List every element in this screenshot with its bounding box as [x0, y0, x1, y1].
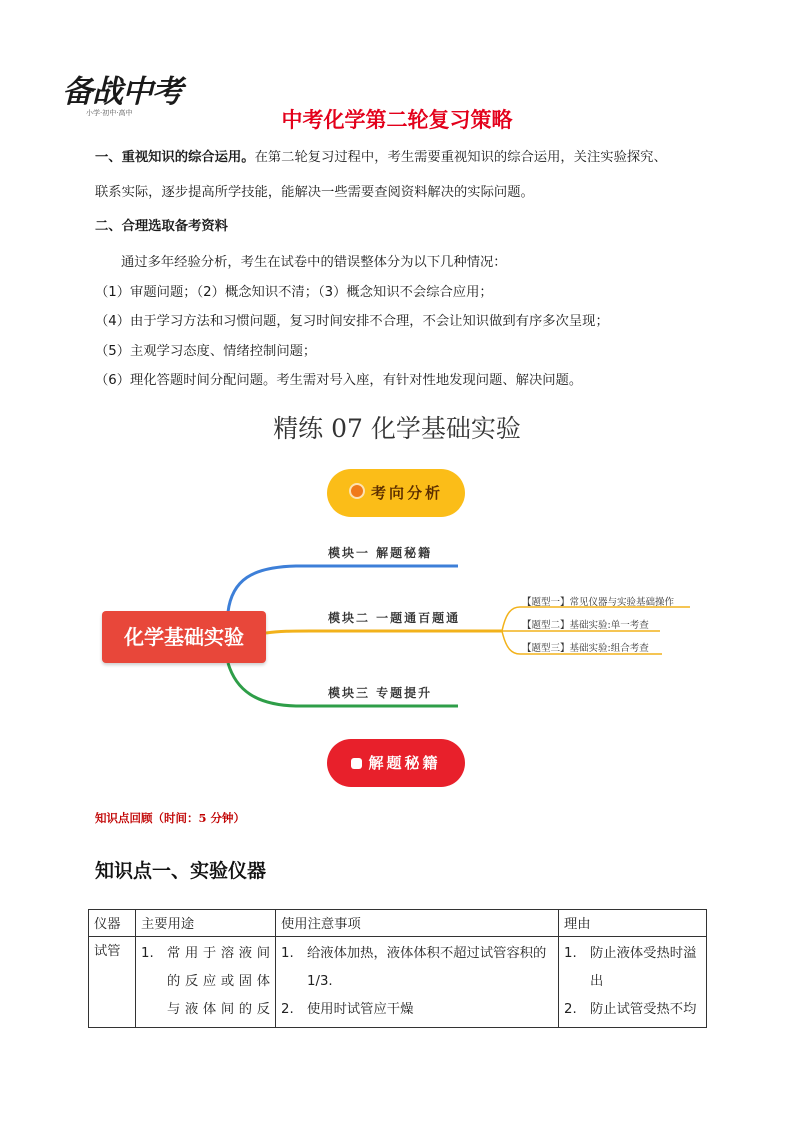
reason-item-1: 1. 防止液体受热时溢出	[564, 946, 697, 989]
reason-item-2: 2. 防止试管受热不均	[564, 1002, 697, 1017]
table-row	[89, 937, 707, 1028]
cell-instrument-name: 试管	[89, 937, 136, 1028]
error-item-3: （5）主观学习态度、情绪控制问题；	[95, 344, 317, 359]
section-1-heading: 一、重视知识的综合运用。	[95, 150, 255, 165]
instrument-table	[88, 909, 707, 1028]
solving-secrets-label: 解题秘籍	[368, 754, 441, 772]
cell-main-use	[136, 937, 276, 1028]
cell-reason	[559, 937, 707, 1028]
section-1-body: 在第二轮复习过程中，考生需要重视知识的综合运用，关注实验探究、	[254, 150, 667, 165]
table-header-row	[89, 910, 707, 937]
target-icon	[349, 483, 365, 499]
branch-2-line	[266, 631, 502, 633]
section-2-heading: 二、合理选取备考资料	[95, 219, 228, 234]
direction-analysis-label: 考向分析	[370, 484, 443, 502]
branch-1-line	[228, 566, 458, 612]
use-list-item: 1. 常用于溶液间 的反应或固体 与液体间的反	[141, 946, 270, 1017]
section-title: 精练 07 化学基础实验	[273, 414, 521, 443]
header-precautions: 使用注意事项	[276, 910, 559, 937]
error-item-1: （1）审题问题；（2）概念知识不清；（3）概念知识不会综合应用；	[95, 285, 493, 300]
logo-text: 备战中考	[62, 74, 182, 110]
precaution-item-1: 1. 给液体加热，液体体积不超过试管容积的 1/3.	[281, 946, 547, 989]
header-main-use: 主要用途	[136, 910, 276, 937]
review-time-note: 知识点回顾（时间：5 分钟）	[95, 811, 246, 825]
header-instrument: 仪器	[89, 910, 136, 937]
solving-secrets-pill[interactable]	[327, 739, 465, 787]
document-title: 中考化学第二轮复习策略	[281, 107, 513, 132]
subtopic-type-1[interactable]: 【题型一】常见仪器与实验基础操作	[522, 597, 675, 608]
section-1-line-2: 联系实际，逐步提高所学技能，能解决一些需要查阅资料解决的实际问题。	[95, 185, 534, 200]
header-reason: 理由	[559, 910, 707, 937]
error-item-2: （4）由于学习方法和习惯问题，复习时间安排不合理，不会让知识做到有序多次呈现；	[95, 314, 609, 329]
error-item-4: （6）理化答题时间分配问题。考生需对号入座，有针对性地发现问题、解决问题。	[95, 373, 583, 388]
direction-analysis-pill[interactable]	[327, 469, 465, 517]
section-2-intro: 通过多年经验分析，考生在试卷中的错误整体分为以下几种情况：	[121, 255, 507, 270]
subtopic-type-2[interactable]: 【题型二】基础实验:单一考查	[522, 620, 649, 631]
branch-1-label[interactable]: 模块一 解题秘籍	[328, 546, 433, 560]
book-icon	[351, 758, 362, 769]
mindmap-center-node[interactable]: 化学基础实验	[102, 611, 266, 663]
branch-3-label[interactable]: 模块三 专题提升	[328, 686, 433, 700]
section-1-paragraph	[95, 149, 667, 167]
cell-precautions	[276, 937, 559, 1028]
knowledge-point-1-title: 知识点一、实验仪器	[95, 860, 267, 882]
logo-subtitle: 小学·初中·高中	[86, 109, 133, 117]
precaution-item-2: 2. 使用时试管应干燥	[281, 1002, 414, 1017]
subtopic-type-3[interactable]: 【题型三】基础实验:组合考查	[522, 643, 649, 654]
branch-2-label[interactable]: 模块二 一题通百题通	[328, 611, 461, 625]
